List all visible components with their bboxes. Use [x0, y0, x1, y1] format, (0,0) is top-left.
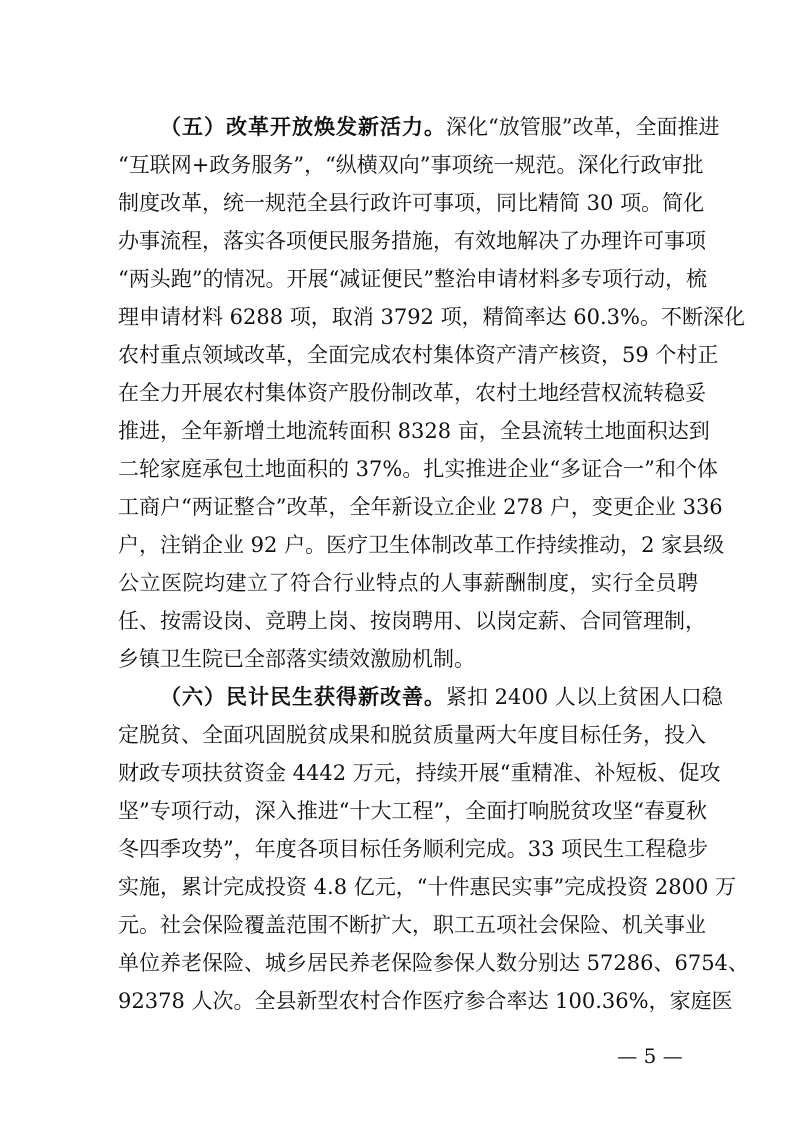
paragraph-line: 单位养老保险、城乡居民养老保险参保人数分别达 57286、6754、	[118, 951, 749, 975]
paragraph-line	[160, 679, 723, 715]
paragraph-line: 在全力开展农村集体资产股份制改革，农村土地经营权流转稳妥	[118, 381, 706, 405]
paragraph-line: 乡镇卫生院已全部落实绩效激励机制。	[118, 647, 475, 671]
paragraph-line: 冬四季攻势”，年度各项目标任务顺利完成。33 项民生工程稳步	[118, 837, 709, 861]
paragraph-line: 定脱贫、全面巩固脱贫成果和脱贫质量两大年度目标任务，投入	[118, 723, 706, 747]
paragraph-line: 办事流程，落实各项便民服务措施，有效地解决了办理许可事项	[118, 229, 706, 253]
paragraph-line: 财政专项扶贫资金 4442 万元，持续开展“重精准、补短板、促攻	[118, 761, 721, 785]
paragraph-line: 推进，全年新增土地流转面积 8328 亩，全县流转土地面积达到	[118, 419, 710, 443]
section-heading-livelihood: （六）民计民生获得新改善。	[160, 685, 446, 709]
paragraph-line: 理申请材料 6288 项，取消 3792 项，精简率达 60.3%。不断深化	[118, 305, 745, 329]
paragraph-line: “两头跑”的情况。开展“减证便民”整治申请材料多专项行动，梳	[118, 267, 707, 291]
paragraph-line: 公立医院均建立了符合行业特点的人事薪酬制度，实行全员聘	[118, 571, 698, 595]
paragraph-line: 坚”专项行动，深入推进“十大工程”，全面打响脱贫攻坚“春夏秋	[118, 799, 707, 823]
page-number: — 5 —	[617, 1044, 683, 1068]
paragraph-line: 92378 人次。全县新型农村合作医疗参合率达 100.36%，家庭医	[118, 989, 733, 1013]
paragraph-line: 农村重点领域改革，全面完成农村集体资产清产核资，59 个村正	[118, 343, 719, 367]
section-heading-reform: （五）改革开放焕发新活力。	[160, 115, 446, 139]
paragraph-line: 元。社会保险覆盖范围不断扩大，职工五项社会保险、机关事业	[118, 913, 706, 937]
paragraph-text: 紧扣 2400 人以上贫困人口稳	[446, 685, 723, 709]
paragraph-text: 深化“放管服”改革，全面推进	[446, 115, 720, 139]
paragraph-line: 户，注销企业 92 户。医疗卫生体制改革工作持续推动，2 家县级	[118, 533, 725, 557]
paragraph-line: 任、按需设岗、竞聘上岗、按岗聘用、以岗定薪、合同管理制，	[118, 609, 706, 633]
paragraph-line	[160, 109, 720, 145]
paragraph-line: “互联网+政务服务”，“纵横双向”事项统一规范。深化行政审批	[118, 153, 704, 177]
paragraph-line: 工商户“两证整合”改革，全年新设立企业 278 户，变更企业 336	[118, 495, 723, 519]
paragraph-line: 二轮家庭承包土地面积的 37%。扎实推进企业“多证合一”和个体	[118, 457, 718, 481]
paragraph-line: 制度改革，统一规范全县行政许可事项，同比精简 30 项。简化	[118, 191, 705, 215]
paragraph-line: 实施，累计完成投资 4.8 亿元，“十件惠民实事”完成投资 2800 万	[118, 875, 737, 899]
